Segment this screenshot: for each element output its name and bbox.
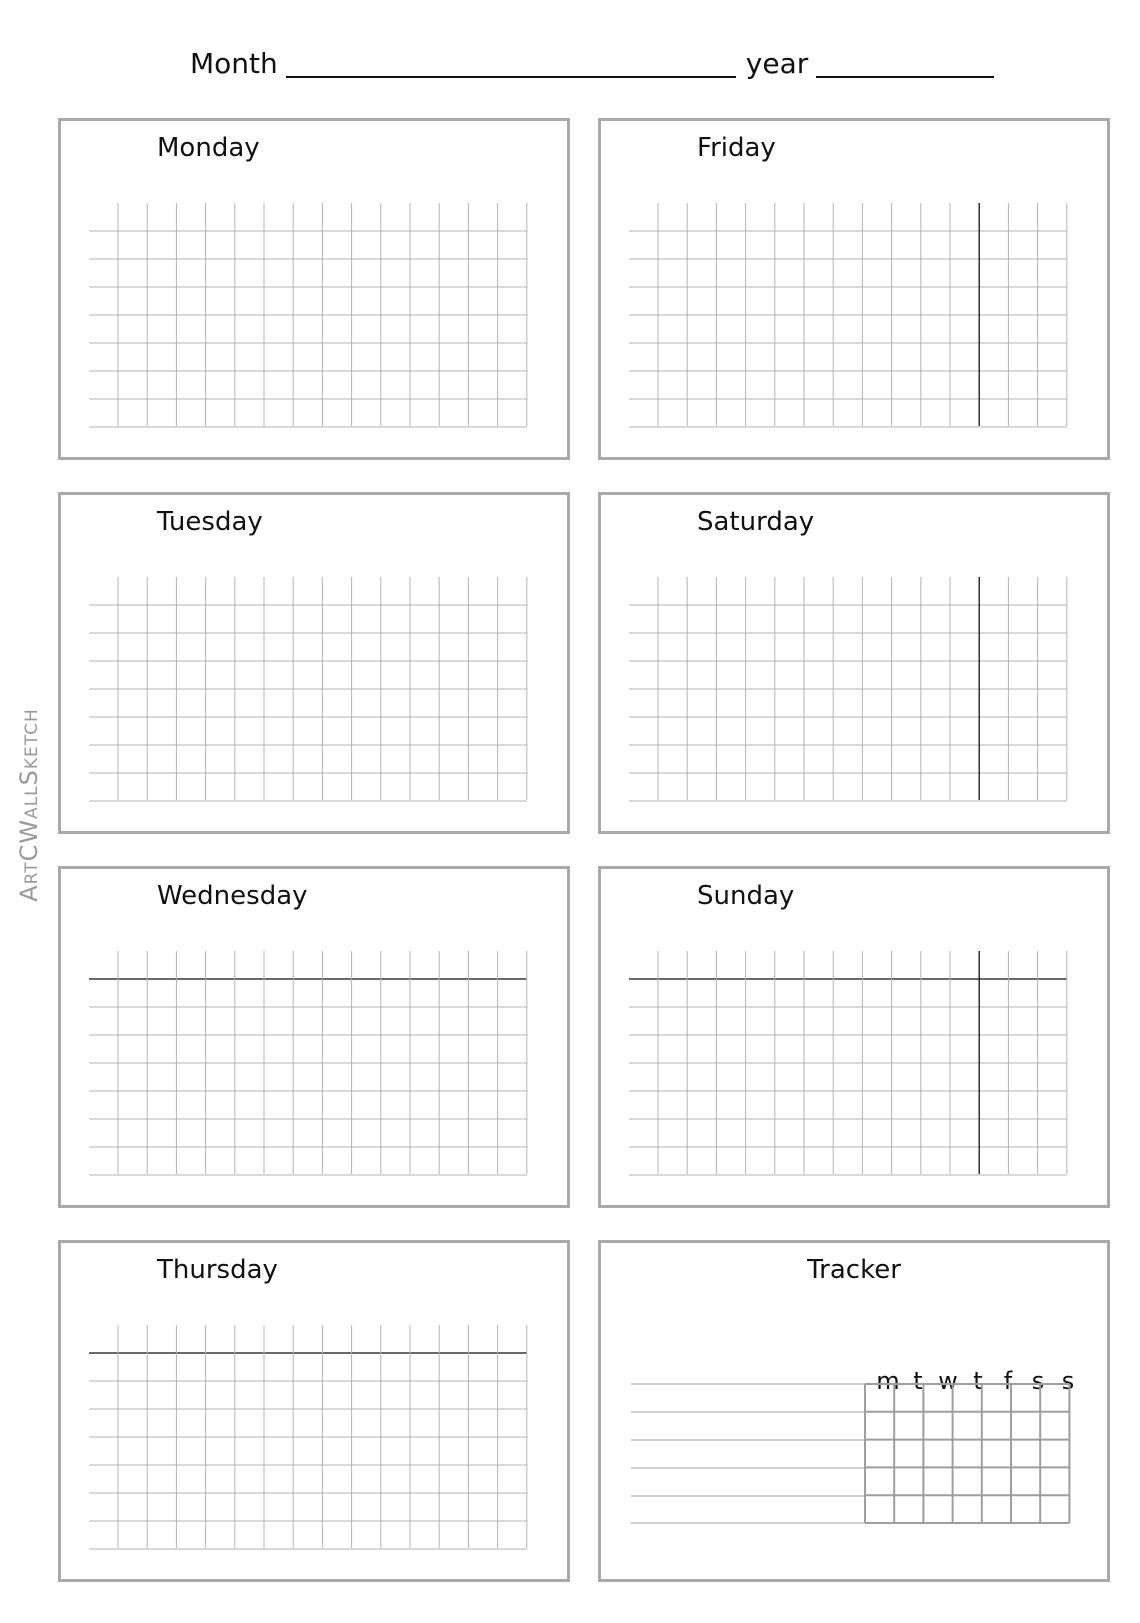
panel-title: Thursday xyxy=(157,1255,278,1285)
panel-title: Tracker xyxy=(807,1255,901,1285)
tracker-grid[interactable] xyxy=(601,1243,1107,1579)
tracker-day-label: t xyxy=(973,1367,983,1395)
grid-sunday[interactable] xyxy=(601,869,1107,1205)
month-label: Month xyxy=(190,47,278,80)
grid-wednesday[interactable] xyxy=(61,869,567,1205)
page-header xyxy=(190,38,994,78)
panel-tuesday xyxy=(58,492,570,834)
panel-title: Tuesday xyxy=(157,507,263,537)
tracker-day-label: s xyxy=(1061,1367,1075,1395)
tracker-day-label: f xyxy=(1003,1367,1013,1395)
panel-tracker xyxy=(598,1240,1110,1582)
grid-monday[interactable] xyxy=(61,121,567,457)
grid-friday[interactable] xyxy=(601,121,1107,457)
tracker-day-label: w xyxy=(938,1367,958,1395)
panel-title: Sunday xyxy=(697,881,795,911)
panel-title: Friday xyxy=(697,133,776,163)
year-label: year xyxy=(745,47,809,80)
panel-friday xyxy=(598,118,1110,460)
panel-monday xyxy=(58,118,570,460)
panel-saturday xyxy=(598,492,1110,834)
panel-sunday xyxy=(598,866,1110,1208)
watermark: ArtCWallSketch xyxy=(15,708,43,902)
grid-saturday[interactable] xyxy=(601,495,1107,831)
tracker-day-label: m xyxy=(876,1367,900,1395)
tracker-day-label: t xyxy=(913,1367,923,1395)
panel-title: Monday xyxy=(157,133,260,163)
panel-thursday xyxy=(58,1240,570,1582)
grid-thursday[interactable] xyxy=(61,1243,567,1579)
panel-title: Saturday xyxy=(697,507,815,537)
tracker-day-label: s xyxy=(1031,1367,1045,1395)
month-blank-line[interactable] xyxy=(286,40,736,78)
year-blank-line[interactable] xyxy=(816,40,994,78)
panel-wednesday xyxy=(58,866,570,1208)
grid-tuesday[interactable] xyxy=(61,495,567,831)
panel-title: Wednesday xyxy=(157,881,308,911)
